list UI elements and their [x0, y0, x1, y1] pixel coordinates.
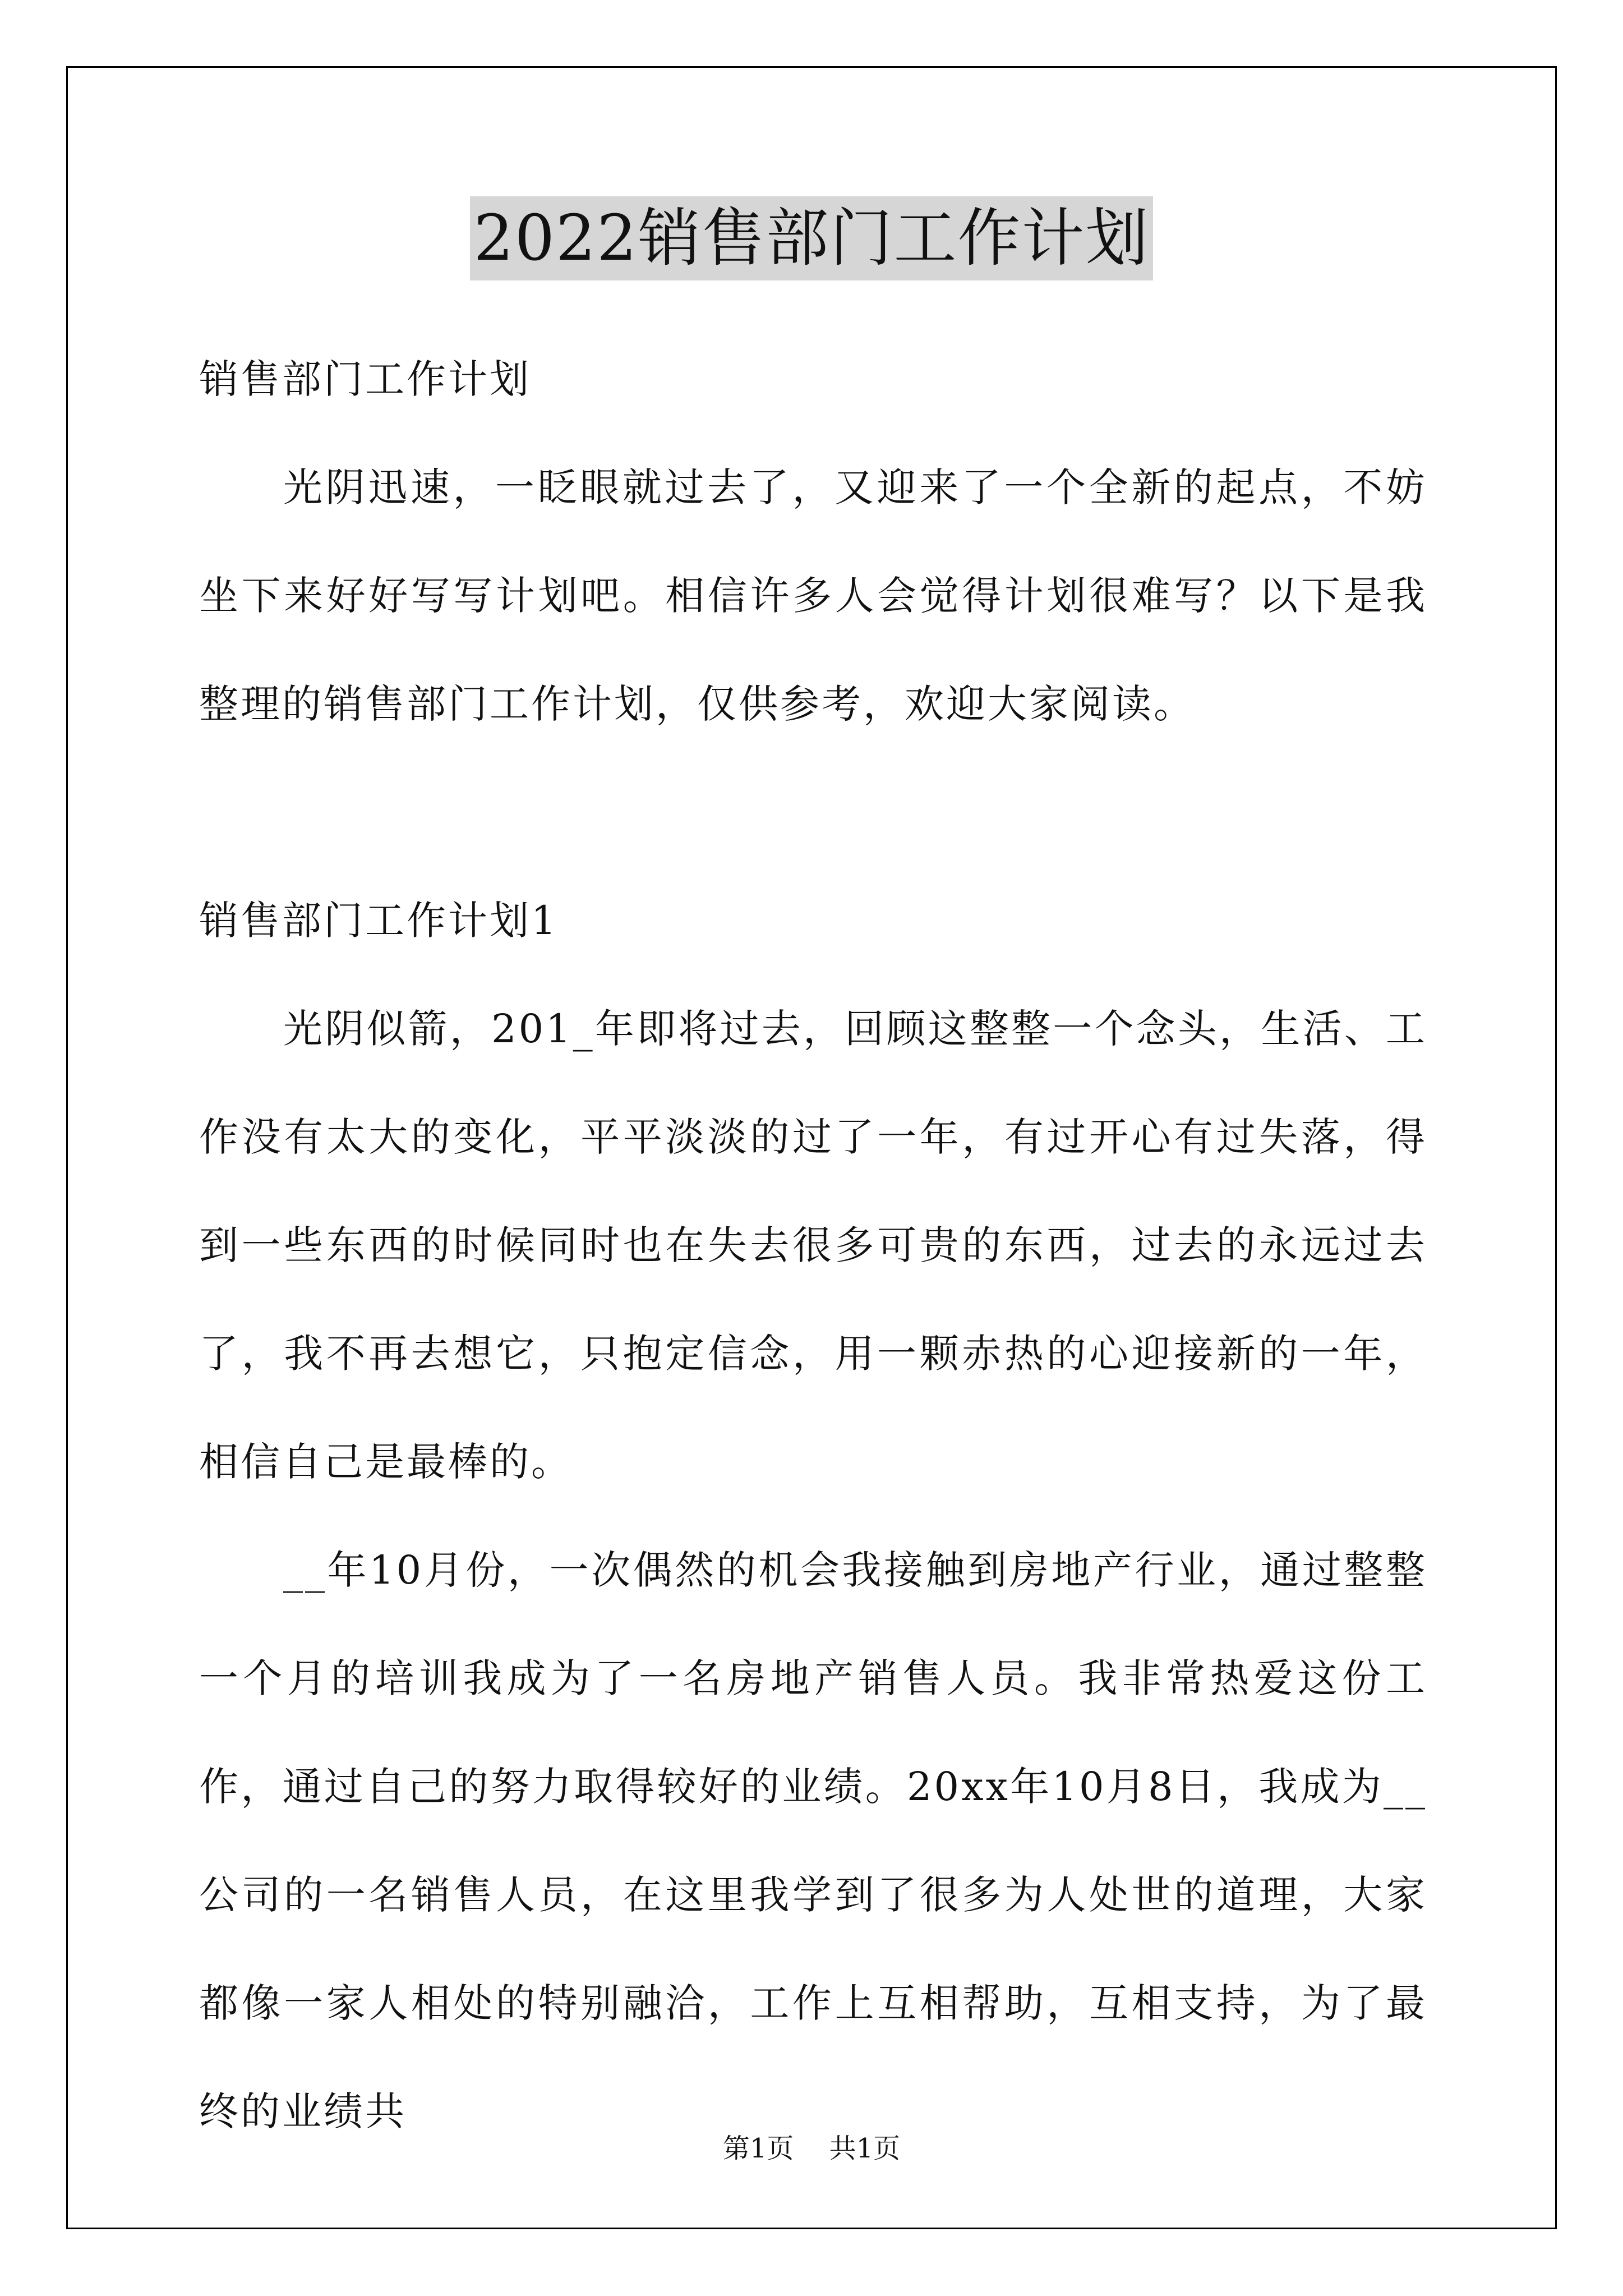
main-heading: 销售部门工作计划 [199, 356, 531, 402]
document-body [199, 325, 1427, 2166]
body-paragraph-1: 光阴似箭，201_年即将过去，回顾这整整一个念头，生活、工作没有太大的变化，平平淡淡的过了一年，有过开心有过失落，得到一些东西的时候同时也在失去很多可贵的东西，过去的永远过去了，我不再去想它，只抱定信念，用一颗赤热的心迎接新的一年，相信自己是最棒的。 [199, 1006, 1427, 1485]
section-heading: 销售部门工作计划1 [199, 898, 559, 944]
intro-paragraph: 光阴迅速，一眨眼就过去了，又迎来了一个全新的起点，不妨坐下来好好写写计划吧。相信许多人会觉得计划很难写？以下是我整理的销售部门工作计划，仅供参考，欢迎大家阅读。 [199, 464, 1427, 727]
document-title: 2022销售部门工作计划 [470, 196, 1152, 280]
page-number-current: 第1页 [722, 2133, 794, 2164]
page-number-total: 共1页 [829, 2133, 901, 2164]
page-footer [0, 2132, 1623, 2165]
body-paragraph-2: __年10月份，一次偶然的机会我接触到房地产行业，通过整整一个月的培训我成为了一名房地产销售人员。我非常热爱这份工作，通过自己的努力取得较好的业绩。20xx年10月8日，我成为__公司的一名销售人员，在这里我学到了很多为人处世的道理，大家都像一家人相处的特别融洽，工作上互相帮助，互相支持，为了最终的业绩共 [199, 1547, 1427, 2134]
title-container [0, 196, 1623, 280]
section-spacer [199, 758, 1427, 867]
